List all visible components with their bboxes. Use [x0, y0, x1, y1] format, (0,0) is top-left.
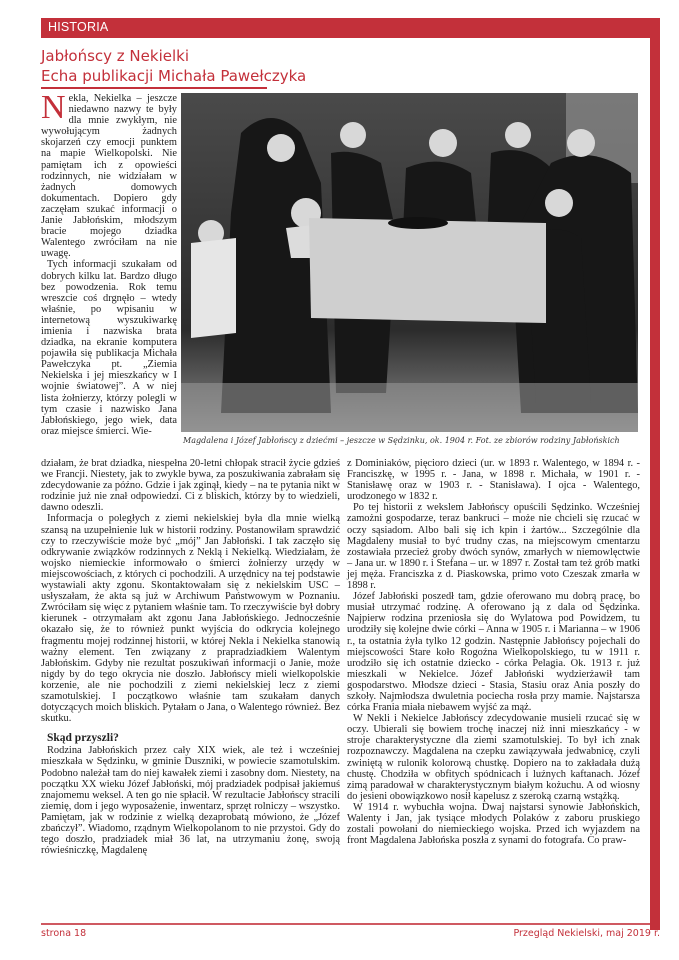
paragraph: działam, że brat dziadka, niespełna 20-letni chłopak stracił życie gdzieś we Francji. Niestety, jak to zwykle bywa, za poszukiwania zabrałam się zdecydowanie za późno. Gdzie i jak zginął, kiedy – na te pytania nikt w rodzinie już nie znał odpowiedzi. Ci z bliskich, którzy by to wiedzieli, dawno odeszli.: [41, 458, 340, 514]
family-photo: [181, 93, 638, 432]
footer-rule: [41, 923, 650, 925]
paragraph: Józef Jabłoński poszedł tam, gdzie oferowano mu dobrą pracę, bo musiał utrzymać rodzinę. A oferowano ją z dala od Sędzinka. Najpierw rodzina przeniosła się do Wylatowa pod Powidzem, tu urodziły się kolejne dwie córki – Anna w 1905 r. i Marianna – w 1906 r., ta ostatnia żyła tylko 12 godzin. Następnie Jabłońscy pojechali do miejscowości Stare koło Rogoźna Wielkopolskiego, tu w 1911 r. urodziło się ich ostatnie dziecko - córka Pelagia. Ok. 1913 r. już mieszkali w Nekielce. Józef Jabłoński wydzierżawił tam gospodarstwo. Młodsze dzieci - Stasia, Stasiu oraz Ania poszły do szkoły. Najmłodsza dwuletnia pociecha rosła przy mamie. Najstarsza córka Frania miała niebawem wyjść za mąż.: [347, 591, 640, 714]
section-header-bar: [41, 18, 660, 38]
section-label: HISTORIA: [48, 20, 109, 34]
paragraph: z Dominiaków, pięcioro dzieci (ur. w 1893 r. Walentego, w 1894 r. - Franciszkę, w 1995 r. - Jana, w 1898 r. Michała, w 1901 r. - Stanisławę oraz w 1903 r. - Stanisława). I ojca - Walentego, urodzonego w 1832 r.: [347, 458, 640, 503]
paragraph: Informacja o poległych z ziemi nekielskiej była dla mnie wielką szansą na uzupełnienie luk w historii rodziny. Postanowiłam sprawdzić czy to rzeczywiście może być „mój” Jan Jabłoński. I tak zaczęło się odkrywanie związków rodzinnych z Neklą i Nekielką. Wiedziałam, że wojsko niemieckie informowało o śmierci żołnierzy urzędy w miejscowościach, z których ci pochodzili. A urzędnicy na tej podstawie wystawiali akty zgonu. Skontaktowałam się z nekielskim USC – usłyszałam, że akta są już w Archiwum Państwowym w Poznaniu. Zwróciłam się więc z pytaniem właśnie tam. To rzeczywiście był dobry kierunek - otrzymałam akt zgonu Jana Jabłońskiego. Jednocześnie okazało się, że to również punkt wyjścia do odkrycia kolejnego fragmentu mojej rodzinnej historii, w której Nekla i Nekielka stanowią ważny element. Ten związany z prapradziadkiem Walentym Jabłońskim. Gdyby nie rezultat poszukiwań informacji o Janie, może nigdy by do tego okrycia nie doszło. Jabłońscy mieli wielkopolskie korzenie, ale nie pochodzili z ziemi nekielskiej lecz z ziemi szamotulskiej. I początkowo właśnie tam szukałam danych dotyczących moich bliskich. Pytałam o Jana, o Walentego również. Bez skutku.: [41, 513, 340, 725]
paragraph: W 1914 r. wybuchła wojna. Dwaj najstarsi synowie Jabłońskich, Walenty i Jan, jak tysiące młodych Polaków z zaboru pruskiego zostali powołani do niemieckiego wojska. Przed ich wyjazdem na front Magdalena Jabłońska poszła z synami do fotografa. Co praw-: [347, 801, 640, 847]
title-line-1: Jabłońscy z Nekielki: [41, 47, 189, 65]
paragraph: Nekla, Nekielka – jeszcze niedawno nazwy te były dla mnie zwykłym, nie wywołującym żadnych skojarzeń czy emocji punktem na mapie Wielkopolski. Nie pamiętam ich z opowieści rodzinnych, nie widziałam w żadnych domowych dokumentach. Dopiero gdy zaczęłam szukać informacji o Janie Jabłońskim, młodszym bracie mojego dziadka Walentego zwróciłam na nie uwagę.: [41, 89, 177, 260]
paragraph: Rodzina Jabłońskich przez cały XIX wiek, ale też i wcześniej mieszkała w Sędzinku, w gminie Duszniki, w powiecie szamotulskim. Podobno należał tam do niej kawałek ziemi i zasobny dom. Niestety, na początku XX wieku Józef Jabłoński, mój pradziadek podpisał jakiemuś znajomemu weksel. A ten go nie spłacił. W rezultacie Jabłońscy stracili ziemię, dom i jego wyposażenie, inwentarz, sprzęt rolniczy – wszystko. Pamiętam, jak w rodzinie z wielką dezaprobatą mówiono, że „Józef zbańczył”. Wiadomo, rządnym Wielkopolanom to nie przystoi. Gdy do tego doszło, pradziadek miał 36 lat, na utrzymaniu żonę, swoją rówieśniczkę, Magdalenę: [41, 745, 340, 857]
title-underline: [41, 87, 267, 89]
subheading: Skąd przyszli?: [47, 732, 119, 745]
article-column-left: [41, 458, 340, 856]
title-line-2: Echa publikacji Michała Pawełczyka: [41, 67, 307, 85]
drop-cap: N: [41, 89, 66, 126]
photo-illustration: [181, 93, 638, 432]
paragraph: Tych informacji szukałam od dobrych kilku lat. Bardzo długo bez powodzenia. Rok temu wreszcie coś drgnęło – wtedy właśnie, po wpisaniu w internetową wyszukiwarkę imienia i nazwiska brata dziadka, na ekranie komputera pojawiła się publikacja Michała Pawełczyka pt. „Ziemia Nekielska i jej mieszkańcy w I wojnie światowej”. A w niej lista żołnierzy, którzy polegli w tym czasie i nazwisko Jana Jabłońskiego, jego wiek, data oraz miejsce śmierci. Wie-: [41, 259, 177, 437]
page-border-rule: [650, 18, 660, 930]
photo-caption: Magdalena i Józef Jabłońscy z dziećmi – jeszcze w Sędzinku, ok. 1904 r. Fot. ze zbiorów rodziny Jabłońskich: [183, 436, 620, 445]
article-column-intro: [41, 89, 177, 437]
paragraph: Po tej historii z wekslem Jabłońscy opuścili Sędzinko. Wcześniej zamożni gospodarze, teraz bankruci – może nie chcieli się rzucać w oczy sąsiadom. Albo bali się ich kpin i żartów... Szczególnie dla Magdaleny musiał to być trudny czas, na miejscowym cmentarzu zostawiała przecież groby dwóch synów, zmarłych w niemowlęctwie – Jana ur. w 1890 r. i Stefana – ur. w 1897 r. Został tam też grób matki jej męża. Franciszka z d. Piaskowska, primo voto Czeszak zmarła w 1898 r.: [347, 502, 640, 592]
article-column-right: [347, 458, 640, 846]
page-number: strona 18: [41, 928, 87, 939]
publication-name: Przegląd Nekielski, maj 2019 r.: [513, 928, 660, 939]
paragraph: W Nekli i Nekielce Jabłońscy zdecydowanie musieli rzucać się w oczy. Ubierali się bowiem trochę inaczej niż inni mieszkańcy - w stroje charakterystyczne dla ziemi szamotulskiej. To był ich znak rozpoznawczy. Magdalena na czepku zawiązywała jedwabnicę, czyli zwiniętą w rulonik kolorową chustkę. Dopiero na to zakładała dużą chustę. Chodziła w obfitych spódnicach i luźnych kaftanach. Józef zimą paradował w charakterystycznym białym kożuchu. A od wiosny do jesieni obowiązkowo nosił kapelusz z szeroką czarną wstążką.: [347, 713, 640, 802]
article-title: [41, 46, 306, 86]
